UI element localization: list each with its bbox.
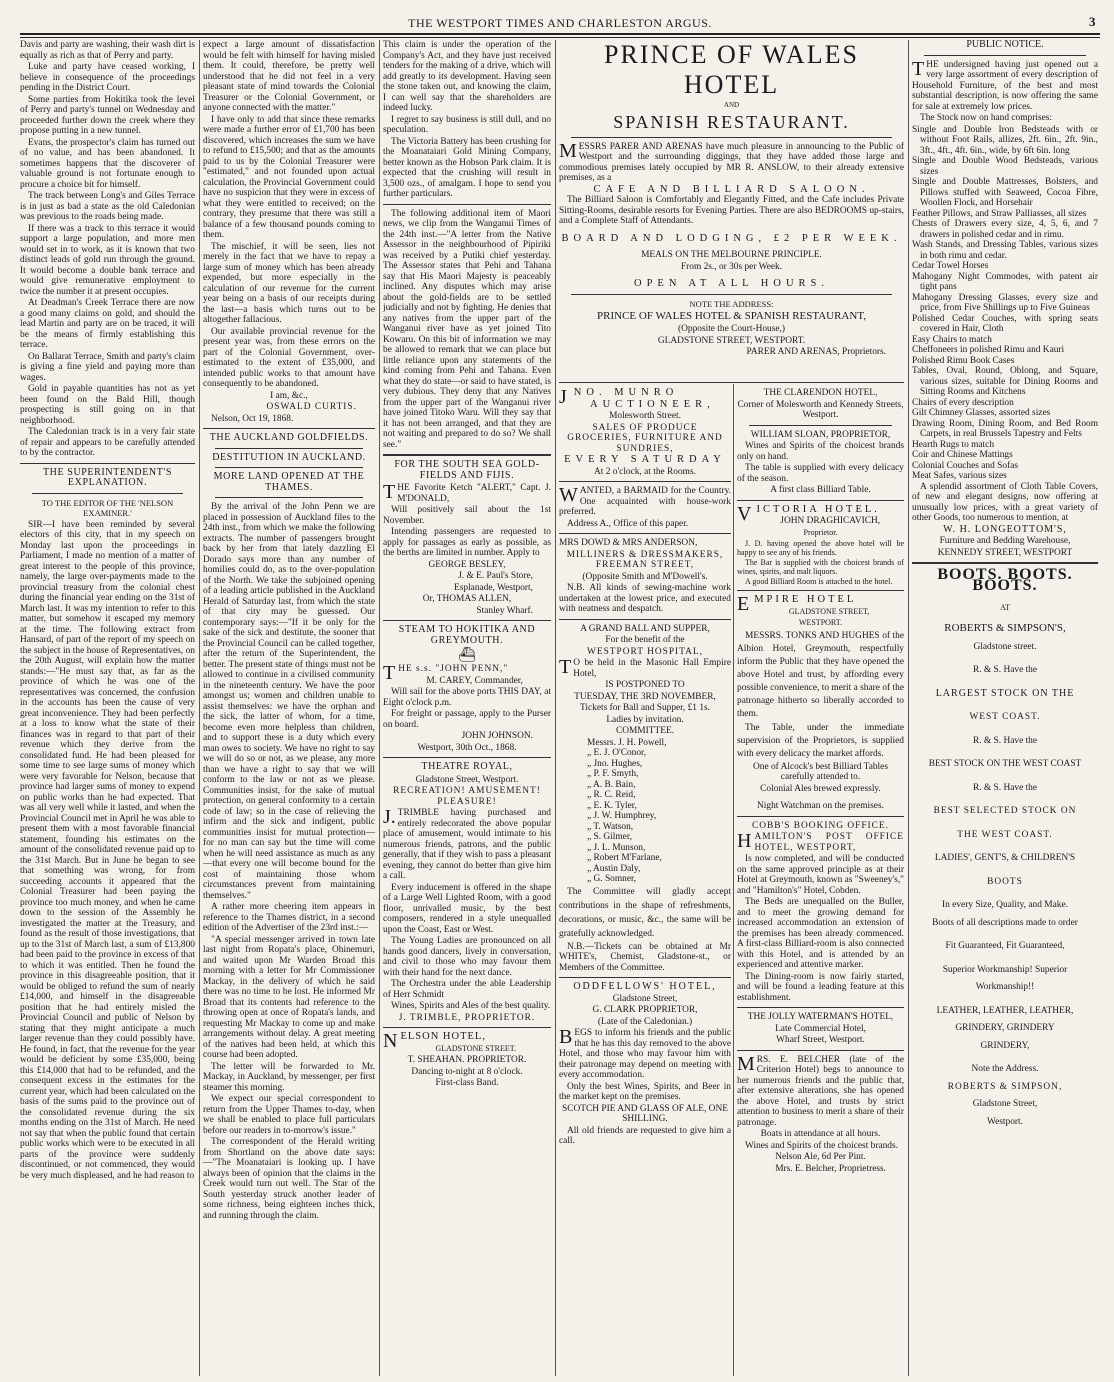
ad-text: THE s.s. "JOHN PENN," [383,662,509,684]
column-4b [737,388,904,1376]
ad-heading: JOHN DRAGHICAVICH, [780,516,881,526]
column-4a [559,388,731,1376]
divider [559,619,731,620]
article-paragraph: The following additional item of Maori news, we clip from the Wanganui Times of the 24th inst.—"A letter from the Native Assessor in the neighbourhood of Pipiriki was received by a Putiki chief yesterday. The Assessor states that Pehi and Tahana say that His Maori Majesty is peaceably inclined. Any disputes which may arise about the gold-fields are to be settled judicially and not by fighting. He denies that any natives from the upper part of the Wanganui river have as yet joined Tito Kowaru. On this bit of information we may be allowed to remark that we can place but little reliance upon any statements of the kind coming from Pehi and Tahana. Even what they do state—or said to have stated, is very dubious. They deny that any Natives from the upper part of the Wanganui river have joined Titoko Waru. Will they say that it has not been arranged, and that they are not waiting and prepared to do so? We shall see." [383,208,551,450]
stock-item: Colonial Couches and Sofas [912,460,1018,471]
divider [924,55,1086,56]
divider [559,481,731,482]
ad-text: GRINDERY, [980,1040,1030,1051]
ad-text: Colonial Ales brewed expressly. [760,783,881,794]
ad-text: BEST STOCK ON THE WEST COAST [928,759,1082,769]
ad-text: One of Alcock's best Billiard Tables carefully attended to. [753,761,888,782]
ad-text: Will sail for the above ports THIS DAY, at Eight o'clock p.m. [383,687,551,708]
ad-text: G. CLARK PROPRIETOR, [592,1005,698,1015]
ad-heading: MILLINERS & DRESSMAKERS, FREEMAN STREET, [566,549,724,570]
ad-heading: CAFE AND BILLIARD SALOON. [593,183,870,195]
ad-text: SALES OF PRODUCE GROCERIES, FURNITURE AND SUNDRIES, [567,422,723,454]
ad-text: Wines and Spirits of the choicest brands only on hand. [737,441,904,462]
ad-text: Gladstone Street, Westport. [415,774,519,785]
ad-title: PRINCE OF WALES HOTEL [604,40,859,99]
ad-text: Only the best Wines, Spirits, and Beer in the market kept on the premises. [559,1081,731,1102]
committee-member: „ Austin Daly, [587,863,641,874]
article-paragraph: "A special messenger arrived in town late last night from Ropata's place, Ohinemuri, and waited upon Mr Warden Broad this morning with a letter for Mr Commissioner Mackay, in the delivery of which he said there was no time to be lost. He informed Mr Broad that its contents had reference to the throwing open at once of Ropata's lands, and requesting Mr Mackay to come up and make arrangements without delay. A great meeting of the natives had been held, at which this course had been adopted. [203,934,375,1060]
article-paragraph: Evans, the prospector's claim has turned out of no value, and has been abandoned. It sometimes happens that the discoverer of valuable ground is not fortunate enough to procure a choice bit for himself. [20,137,195,190]
column-3 [383,40,551,1376]
ad-text: All old friends are requested to give him a call. [559,1125,731,1146]
column-rule [199,40,200,1376]
ad-text: Late Commercial Hotel, [775,1023,866,1034]
ad-text: Wines and Spirits of the choicest brands. [745,1140,898,1151]
ad-text: J.TRIMBLE having purchased and entirely redecorated the above popular place of amusement, would intimate to his numerous friends, patrons, and the public generally, that if they wish to pass a pleasant evening, they cannot do better than give him a call. [383,806,551,881]
ad-heading: MRS DOWD & MRS ANDERSON, [559,538,698,548]
ad-text: Boots of all descriptions made to order [932,917,1078,928]
committee-member: „ P. F. Smyth, [587,769,639,779]
signature-name: OSWALD CURTIS. [266,402,357,412]
ad-heading: THE CLARENDON HOTEL, [763,388,878,398]
ad-subtitle: SPANISH RESTAURANT. [613,111,850,132]
ad-text: NOTE THE ADDRESS: [689,298,774,309]
divider [203,428,375,429]
stock-item: Cheffoneers in polished Rimu and Kauri [912,345,1065,355]
ad-heading: OPEN AT ALL HOURS. [633,278,829,289]
article-paragraph: I have only to add that since these remarks were made a further error of £1,700 has been discovered, which increases the sum we have to refund to £15,500; and that as the amounts paid to us by the Colonial Treasurer were "estimated," and not founded upon actual calculation, the Provincial Government could have no suspicion that they were in excess of what they were entitled to received; on the contrary, they presume that there was still a balance of a few thousand pounds coming to them. [203,114,375,240]
ad-signature: J. TRIMBLE, PROPRIETOR. [398,1012,536,1023]
signature-line: I am, &c., [270,390,308,401]
divider [737,500,904,501]
ad-text: Night Watchman on the premises. [757,801,884,811]
committee-member: „ E. J. O'Conor, [587,748,647,758]
article-paragraph: The mischief, it will be seen, lies not merely in the fact that we have to repay a large sum of money which has been already expended, but more especially in the calculation of our revenue for the current year being on a basis of our receipts during the last—a basis which turns out to be altogether fallacious. [203,241,375,325]
stock-item: Polished Rimu Book Cases [912,355,1015,366]
stock-item: Wash Stands, and Dressing Tables, various sizes in both rimu and cedar. [912,240,1098,261]
article-paragraph: Some parties from Hokitika took the level of Perry and party's tunnel on Wednesday and proceeded further down the creek where they propose putting in a new tunnel. [20,94,195,136]
committee-member: „ S. Gilmer, [587,832,632,842]
stock-item: Single and Double Wood Bedsteads, various sizes [912,156,1098,177]
divider [383,204,551,205]
ad-text: KENNEDY STREET, WESTPORT [937,547,1073,558]
ad-heading: AUCTIONEER, [590,398,715,410]
ad-heading: HAMILTON'S POST OFFICE HOTEL, WESTPORT, [737,830,904,853]
ad-title: BOOTS. BOOTS. BOOTS. [937,566,1073,594]
ad-text: A first class Billiard Table. [770,485,871,495]
divider [559,382,904,383]
ad-heading: NELSON HOTEL, [383,1030,486,1052]
divider [559,977,731,978]
ad-text: (Opposite Smith and M'Dowell's. [582,571,708,582]
ad-text: The Billiard Saloon is Comfortably and Elegantly Fitted, and the Cafe includes Private Sitting-Rooms, desirable resorts for Evening Parties. There are also BEDROOMS up-stairs, and a Complete Staff of Attendants. [559,195,904,226]
column-rule [555,40,556,1376]
ad-text: Molesworth Street. [609,411,681,421]
ad-text: Is now completed, and will be conducted on the same approved principle as at their Hotel at Greymouth, known as "Sweeney's," and "Hamilton's" Hotel, Cobden. [737,854,904,896]
ad-heading: FOR THE SOUTH SEA GOLD-FIELDS AND FIJIS. [394,459,540,481]
ad-heading: W. H. LONGEOTTOM'S, [943,523,1067,535]
ad-text: MESSRS PARER AND ARENAS have much pleasure in announcing to the Public of Westport and the surrounding diggings, that they have added those large and commodious premises lately occupied by MR R. ANSLOW, to their already extensive premises, as a [559,139,904,183]
ad-text: Gladstone Street, [972,1099,1038,1109]
ad-text: LADIES', GENT'S, & CHILDREN'S [934,853,1076,863]
ad-text: GLADSTONE STREET, WESTPORT. [657,335,806,346]
ad-text: LARGEST STOCK ON THE [935,687,1075,699]
ad-heading: THE JOLLY WATERMAN'S HOTEL, [747,1012,894,1022]
ad-text: A good Billiard Room is attached to the hotel. [745,577,893,586]
divider [20,463,195,464]
ad-text: Address A., Office of this paper. [567,518,689,529]
ad-text: Nelson Ale, 6d Per Pint. [775,1152,866,1162]
ad-signature: JOHN JOHNSON. [461,731,533,741]
ad-text: Corner of Molesworth and Kennedy Streets, Westport. [737,399,904,420]
committee-list [559,738,731,885]
ad-text: THE undersigned having just opened out a very large assortment of every description of Household Furniture, of the best and most substantial description, is now offering the same for sale at extremely low prices. [912,57,1098,112]
ad-heading: ODDFELLOWS' HOTEL, [573,981,717,992]
committee-member: „ J. W. Humphrey, [587,811,657,821]
stock-item: Cedar Towel Horses [912,261,989,271]
column-5 [912,40,1098,1376]
ad-text: J. D. having opened the above hotel will be happy to see any of his friends. [737,539,904,557]
ad-text: Tickets for Ball and Supper, £1 1s. [580,703,710,713]
ad-text: Workmanship!! [975,982,1035,992]
running-head [20,12,1100,32]
divider [215,497,363,498]
committee-member: „ E. K. Tyler, [587,800,637,811]
column-2 [203,40,375,1376]
stock-item: Easy Chairs to match [912,334,992,345]
article-paragraph: Davis and party are washing, their wash dirt is equally as rich as that of Perry and party. [20,40,195,61]
ad-heading: WILLIAM SLOAN, PROPRIETOR, [750,429,891,440]
ad-signature: Stanley Wharf. [476,605,533,616]
ad-heading: WESTPORT HOSPITAL, [587,646,703,657]
prince-of-wales-ad [559,40,904,377]
ad-text: M. CAREY, Commander, [426,675,523,686]
article-paragraph: The track between Long's and Giles Terrace is in just as bad a state as the old Caledonian was previous to the roads being made. [20,191,195,222]
ad-heading: COMMITTEE. [615,726,675,736]
ad-text: Dancing to-night at 8 o'clock. [411,1066,523,1077]
ad-text: BOOTS [987,876,1023,887]
ad-text: Superior Workmanship! Superior [942,964,1068,975]
committee-member: Messrs. J. H. Powell, [587,737,667,748]
divider [737,1007,904,1008]
ad-text: Furniture and Bedding Warehouse, [939,536,1071,546]
divider [571,294,892,295]
ad-text: N.B.—Tickets can be obtained at Mr WHITE's, Chemist, Gladstone-st., or Members of the Committee. [559,941,731,973]
divider [383,1027,551,1028]
ad-text: In every Size, Quality, and Make. [942,900,1068,910]
article-paragraph: A rather more cheering item appears in reference to the Thames district, in a second edition of the Advertiser of the 23rd inst.:— [203,902,375,933]
article-paragraph: expect a large amount of dissatisfaction would be felt with himself for having misled them. It could, therefore, be pretty well understood that he did not feel in a very pleasant state of mind towards the Colonial Treasurer or the Colonial Government, or anyone connected with the matter." [203,40,375,113]
ad-text: LEATHER, LEATHER, LEATHER, [936,1005,1074,1016]
ad-text: For freight or passage, apply to the Purser on board. [383,709,551,730]
column-1 [20,40,195,1376]
ad-text: R. & S. Have the [972,782,1038,793]
stock-item: Coir and Chinese Mattings [912,450,1013,460]
divider [32,493,183,494]
ad-text: THE Favorite Ketch "ALERT," Capt. J. M'DONALD, [383,481,551,504]
ad-text: Fit Guaranteed, Fit Guaranteed, [945,941,1065,951]
article-paragraph: SIR—I have been reminded by several electors of this city, that in my speech on Monday last upon the proceedings in Parliament, I made no mention of a matter of great interest to the people of this province, namely, the large over-payments made to the provincial treasury from the colonial chest during the financial year ending on the 31st of March last. It was my intention to refer to this matter, but somehow it escaped my memory at the time. The following extract from Hansard, of part of the report of my speech on the subject in the house of Representatives, on the 20th August, will explain how the matter stands:—"He must say that, as far as the province of which he was one of the representatives was concerned, the confusion in the accounts has been the cause of very great inconvenience. They had been perfectly at a loss to know what the state of their finances was in regard to that part of their revenue which they derive from the consolidated fund. He had been pleased for some time to see large sums of money which were very favorable for Nelson, because that province had larger sums of money to expend on public works than he had expected. That was all very well while it lasted, and when the Provincial Council met in April he was able to present them with a most favorable financial statement, founding his estimates on the amount of the consolidated revenue paid up to the 31st March. But in June he began to see that something was wrong, for from succeeding accounts it appeared that the Colonial Treasurer had been paying the province too much money, and when he came down to the session of the Assembly he investigated the matter at the Treasury, and found as the result of those investigations, that up to the 31st of March last, a sum of £13,800 had been paid to the province in excess of that to which it was entitled. Then he found the province in this disagreeable position, that it would be obliged to refund the sum of nearly £14,000, and himself in the disagreeable position that he had entirely misled the Provincial Council and public of Nelson by stating that they might anticipate a much larger revenue than they could possibly have. He found, in fact, that the revenue for the year would be deficient by some £35,000, being this £14,000 that had to be refunded, and the consequent excess in the estimates for the current year, which had been calculated on the basis of the sums paid to the province out of the consolidated revenue during the six months ending on the 31st of March. He need not say that when the public found that certain public works which were to be executed in all parts of the province were suddenly discontinued, or not commenced, they would be very much displeased, and he had reason to [20,519,195,1181]
article-heading: THE SUPERINTENDENT'S EXPLANATION. [42,466,173,488]
ad-signature: Westport, 30th Oct., 1868. [417,742,517,753]
ad-text: The Committee will gladly accept contributions in the shape of refreshments, decorations, or music, &c., the same will be gratefully acknowledged. [559,886,731,939]
ad-text: Boats in attendance at all hours. [760,1129,881,1139]
committee-member: „ G. Somner, [587,874,637,884]
divider [912,562,1098,564]
article-paragraph: By the arrival of the John Penn we are placed in possession of Auckland files to the 24th inst., from which we make the following extracts. The number of passengers brought back by her from that lately dazzling El Dorado says more than any number of homilies could do, as to the over-population of the North. We take the subjoined opening of a leading article published in the Auckland Herald of Saturday last, from which the state of that city may be guessed. Our contemporary says:—"If it be only for the sake of the sick and destitute, the sooner that the Provincial Council can be called together, after the return of the Superintendent, the better. The present state of things must not be allowed to continue in a civilised community in the nineteenth century. We have the poor amongst us; women and children unable to assist themselves: we have the orphan and the sick, the latter of whom, for a time, become even more helpless than children, and to support these is a duty which every man owes to society. We have no right to say we will do so or not, as we please, any more than we have a right to say that we will conform to the law or not as we please. Communities insist, for the sake of mutual protection, on general conformity to a certain code of law; so in the case of relieving the infirm and the sick and indigent, public communities insist for mutual protection—for no man can say but the time will come when he will need assistance as much as any—that every one will become bound for the cost of maintaining those whom circumstances prevent from maintaining themselves." [203,502,375,901]
stock-item: Tables, Oval, Round, Oblong, and Square, various sizes, suitable for Dining Rooms and Sitting Rooms and Kitchens [912,366,1098,397]
ad-text: The Bar is supplied with the choicest brands of wines, spirits, and malt liquors. [737,558,904,576]
divider [215,467,363,468]
article-heading: MORE LAND OPENED AT THE THAMES. [213,471,365,493]
committee-member: „ R. C. Reid, [587,790,636,800]
ad-text: (Late of the Caledonian.) [597,1016,693,1027]
divider [215,448,363,449]
ad-signature: GEORGE BESLEY, [428,559,506,570]
ad-text: Will positively sail about the 1st November. [383,505,551,526]
ad-text: R. & S. Have the [972,735,1038,746]
ad-heading: SCOTCH PIE AND GLASS OF ALE, ONE SHILLING. [562,1103,728,1124]
ad-heading: VICTORIA HOTEL. [737,502,880,525]
ad-text: AT [1000,603,1010,612]
stock-list [912,125,1098,482]
stock-item: Chairs of every description [912,397,1014,408]
ad-text: EVERY SATURDAY [564,454,726,465]
divider [383,757,551,758]
stock-item: Single and Double Iron Bedsteads with or without Foot Rails, allizes, 2ft. 6in., 2ft. 9in., 3ft., 4ft., 4ft. 6in., wide, by 6ft 6in. long [912,124,1098,156]
ad-text: Every inducement is offered in the shape of a Large Well Lighted Room, with a good floor, unrivalled music, by the best composers, rendered in a style unequalled upon the Coast, East or West. [383,882,551,935]
ad-signature: Mrs. E. Belcher, Proprietress. [775,1163,886,1174]
divider [749,425,892,426]
ship-icon: ⛴ [458,648,476,663]
ad-text: The Young Ladies are pronounced on all hands good dancers, lively in conversation, and civil to those who may favour them with their hand for the next dance. [383,936,551,978]
article-paragraph: At Deadman's Creek Terrace there are now a good many claims on gold, and should the lead Martin and party are on be traced, it will be the means of firmly establishing this terrace. [20,298,195,350]
ad-text: (Opposite the Court-House,) [677,324,785,334]
stock-item: Feather Pillows, and Straw Palliasses, all sizes [912,208,1087,219]
page-number: 3 [1089,14,1096,29]
article-paragraph: On Ballarat Terrace, Smith and party's claim is giving a fine yield and paying more than wages. [20,351,195,383]
column-rule [733,384,734,1376]
letter-address: TO THE EDITOR OF THE 'NELSON EXAMINER.' [41,497,174,518]
article-paragraph: Our available provincial revenue for the present year was, from these errors on the part of the Colonial Government, over-estimated to the extent of £35,000, and intended public works to that amount have consequently to be abandoned. [203,326,375,389]
ad-heading: BOARD AND LODGING, £2 PER WEEK. [561,232,902,244]
divider [571,137,892,138]
committee-member: „ T. Watson, [587,821,634,832]
ad-text: TO be held in the Masonic Hall Empire Hotel, [559,656,731,679]
ad-heading: STEAM TO HOKITIKA AND GREYMOUTH. [398,624,536,646]
ad-text: GLADSTONE STREET. [435,1043,517,1053]
ad-text: Westport. [987,1116,1023,1127]
article-heading: THE AUCKLAND GOLDFIELDS. [209,432,369,443]
divider [383,620,551,621]
article-paragraph: The Victoria Battery has been crushing for the Moanataiari Gold Mining Company, better known as the Hobson Park claim. It is expected that the crushing will result in 3,500 ozs., of amalgam. I hope to send you further particulars. [383,136,551,199]
stock-item: Drawing Room, Dining Room, and Bed Room Carpets, in real Brussels Tapestry and Felts [912,418,1098,439]
article-paragraph: If there was a track to this terrace it would support a large population, and more men would set in to work, as it is known that two distinct leads of gold run through the ground. It would become a double bank terrace and would give remunerative employment to twice the number it at present occupies. [20,223,195,297]
ad-text: AND [723,101,740,109]
ad-heading: PUBLIC NOTICE. [966,40,1044,50]
ad-text: Note the Address. [971,1064,1039,1074]
stock-item: Mahogany Night Commodes, with patent air tight pans [912,271,1098,292]
stock-item: Gilt Chimney Glasses, assorted sizes [912,408,1051,418]
ad-text: Proprietor. [803,527,838,537]
ad-text: IS POSTPONED TO [605,680,685,690]
ad-signature: Or, THOMAS ALLEN, [422,594,512,604]
ad-text: Wines, Spirits and Ales of the best quality. [391,1001,551,1011]
divider [559,533,731,534]
masthead-title: THE WESTPORT TIMES AND CHARLESTON ARGUS. [408,16,712,30]
ad-text: The Dining-room is now fairly started, and will be found a leading feature at this establishment. [737,971,904,1003]
stock-item: Polished Cedar Couches, with spring seats covered in Hair, Cloth [912,313,1098,334]
ad-text: First-class Band. [435,1078,499,1088]
dateline: Nelson, Oct 19, 1868. [211,413,294,424]
ad-signature: PARER AND ARENAS, Proprietors. [746,347,886,357]
ad-text: THE WEST COAST. [957,829,1053,840]
article-paragraph: The letter will be forwarded to Mr. Mackay, in Auckland, by messenger, per first steamer this morning. [203,1061,375,1093]
ad-text: The Stock now on hand comprises: [920,113,1053,123]
article-paragraph: This claim is under the operation of the Company's Act, and they have just received tenders for the making of a drive, which will add greatly to its development. Having seen the stone taken out, and knowing the claim, I can well say that the shareholders are indeed lucky. [383,40,551,113]
ad-text: From 2s., or 30s per Week. [680,261,783,272]
ad-text: GLADSTONE STREET, [788,606,870,616]
ad-text: R. & S. Have the [972,665,1038,675]
stock-item: Mahogany Dressing Glasses, every size and price, from Five Shillings up to Five Guineas [912,292,1098,313]
article-paragraph: We expect our special correspondent to return from the Upper Thames to-day, when we shall be enabled to place full particulars before our readers in to-morrow's issue." [203,1094,375,1136]
ad-text: Intending passengers are requested to apply for passages as early as possible, as the berths are limited in number. Apply to [383,527,551,558]
header-rule [20,33,1100,38]
ad-text: Gladstone Street, [612,993,678,1004]
ad-text: WEST COAST. [969,712,1041,722]
ad-text: Ladies by invitation. [606,714,684,725]
divider [737,816,904,817]
ad-signature: J. & E. Paul's Store, [458,571,533,581]
ad-text: ROBERTS & SIMPSON, [947,1081,1063,1092]
column-rule [379,40,380,1376]
divider [737,590,904,591]
ad-heading: EMPIRE HOTEL [737,593,857,615]
ad-text: At 2 o'clock, at the Rooms. [594,466,696,477]
stock-item: Meat Safes, various sizes [912,471,1007,481]
ad-text: Wharf Street, Westport. [776,1035,865,1045]
article-heading: DESTITUTION IN AUCKLAND. [212,451,366,463]
ad-heading: COBB'S BOOKING OFFICE. [752,820,889,831]
stock-item: Chests of Drawers every size, 4, 5, 6, and 7 drawers in polished cedar and in rimu. [912,219,1098,240]
ad-text: T. SHEAHAN. PROPRIETOR. [407,1055,527,1065]
stock-item: Hearth Rugs to match [912,439,995,450]
ad-text: MEALS ON THE MELBOURNE PRINCIPLE. [641,250,822,260]
ad-text: GRINDERY, GRINDERY [955,1023,1055,1033]
article-paragraph: The Caledonian track is in a very fair state of repair and appears to be carefully attended to by the contractor. [20,427,195,458]
ad-heading: JNO. MUNRO [559,388,679,408]
article-paragraph: Luke and party have ceased working, I believe in consequence of the proceedings pending in the District Court. [20,62,195,93]
ad-address: PRINCE OF WALES HOTEL & SPANISH RESTAURANT, [597,310,866,322]
ad-signature: Esplanade, Westport, [454,582,533,593]
ad-text: The Beds are unequalled on the Buller, and to meet the growing demand for increased accommodation an extension of the premises has been already commenced. A first-class Billiard-room is also connected with this Hotel, and is attended by an experienced and attentive marker. [737,897,904,970]
divider [737,1050,904,1051]
article-paragraph: The correspondent of the Herald writing from Shortland on the above date says:—"The Moanataiari is looking up. I have always been of opinion that the claims in the Creek would turn out well. The Star of the South yesterday struck another leader of some richness, being eighteen inches thick, and running through the claim. [203,1137,375,1221]
ad-text: A splendid assortment of Cloth Table Covers, of new and elegant designs, now offering at unusually low prices, with a great variety of other Goods, too numerous to mention, at [912,481,1098,523]
ad-text: WANTED, a BARMAID for the Country. One acquainted with house-work preferred. [559,484,731,517]
ad-text: For the benefit of the [605,635,685,645]
ad-text: The table is supplied with every delicacy of the season. [737,463,904,484]
column-rule [908,40,909,1376]
ad-text: BEST SELECTED STOCK ON [933,806,1077,816]
ad-text: MRS. E. BELCHER (late of the Criterion Hotel) begs to announce to her numerous friends and the public that, after extensive alterations, she has opened the above Hotel, and trusts by strict attention to business to merit a share of their patronage. [737,1052,904,1128]
ad-text: TUESDAY, THE 3RD NOVEMBER, [574,691,716,702]
ad-text: Gladstone street. [973,641,1037,652]
committee-member: „ Jno. Hughes, [587,758,643,769]
ad-heading: ROBERTS & SIMPSON'S, [944,621,1066,634]
ad-heading: A GRAND BALL AND SUPPER, [580,623,710,634]
committee-member: „ J. L. Munson, [587,842,646,853]
ad-text: N.B. All kinds of sewing-machine work undertaken at the lowest price, and executed with neatness and despatch. [559,583,731,614]
ad-heading: THEATRE ROYAL, [421,761,513,772]
committee-member: „ A. B. Bain, [587,779,636,790]
ad-text: The Table, under the immediate supervision of the Proprietors, is supplied with every delicacy the market affords. [737,722,904,759]
committee-member: „ Robert M'Farlane, [587,853,662,863]
divider [383,454,551,456]
ad-text: RECREATION! AMUSEMENT! PLEASURE! [393,786,541,807]
ad-text: MESSRS. TONKS AND HUGHES of the Albion Hotel, Greymouth, respectfully inform the Public that they have opened the above Hotel and trust, by affording every possible convenience, to merit a share of the patronage hitherto so liberally accorded to them. [737,630,904,719]
article-paragraph: I regret to say business is still dull, and no speculation. [383,114,551,135]
ad-text: The Orchestra under the able Leadership of Herr Schmidt [383,979,551,1000]
ad-text: BEGS to inform his friends and the public that he has this day removed to the above Hotel, and those who may favour him with their patronage may depend on meeting with every accommodation. [559,1026,731,1080]
ad-text: WESTPORT. [798,618,843,627]
article-paragraph: Gold in payable quantities has not as yet been found on the Bald Hill, though prospecting is still going on in that neighborhood. [20,384,195,426]
stock-item: Single and Double Mattresses, Bolsters, and Pillows stuffed with Seaweed, Cocoa Fibre, Woollen Flock, and Horsehair [912,177,1098,208]
